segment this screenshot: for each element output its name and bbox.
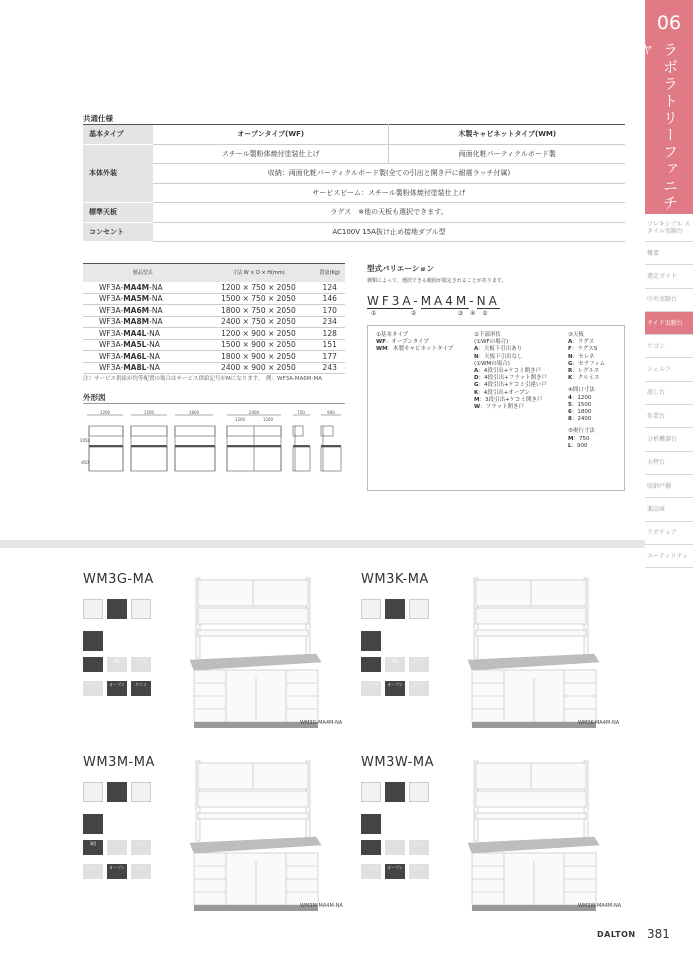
table-row [83, 362, 345, 374]
model-code-prefix: WF3A- [99, 340, 124, 350]
model-code [83, 282, 202, 294]
option-code: A [474, 368, 479, 375]
model-code-main: MA8L [123, 363, 147, 373]
option-code: D [474, 375, 479, 382]
option-heading: ④間口寸法 [568, 387, 595, 394]
spec-title: 共通仕様 [83, 114, 113, 123]
model-code-suffix: -NA [146, 340, 160, 350]
chapter-header [635, 0, 693, 214]
variant-icon-label: オープン [387, 682, 403, 687]
variant-icon [385, 840, 405, 855]
option-code: F [568, 346, 572, 353]
variant-icon-label: フラット [85, 865, 101, 870]
frame-type-icon [107, 782, 127, 802]
model-code [83, 328, 202, 340]
model-weight: 170 [314, 305, 345, 317]
option-code: M [474, 396, 480, 403]
variant-icon [83, 681, 103, 696]
variant-icon [361, 840, 381, 855]
model-code-suffix: -NA [146, 328, 160, 338]
outline-title: 外形図 [83, 393, 106, 402]
frame-type-icon [83, 599, 103, 619]
frame-type-icon [83, 782, 103, 802]
variant-icon [361, 681, 381, 696]
model-code-main: MA6M [123, 305, 150, 315]
option-line [568, 416, 605, 423]
sidebar-item[interactable]: 中央実験台 [645, 289, 693, 312]
sidebar-item[interactable]: ワゴン [645, 335, 693, 358]
dim-label: 1200 [234, 417, 246, 422]
product-illustration [188, 761, 323, 911]
dim-label: 2400 [248, 410, 260, 415]
product-name: WM3W-MA [361, 755, 434, 770]
variant-icon-label: ケコミ [413, 658, 425, 663]
product-illustration [466, 578, 601, 728]
option-line [376, 346, 453, 353]
option-text: ：木製キャビネットタイプ [387, 346, 454, 353]
model-weight: 151 [314, 339, 345, 351]
model-weight: 146 [314, 293, 345, 305]
option-code: WM [376, 346, 388, 353]
option-code: 8 [568, 416, 572, 423]
option-code: A [568, 339, 573, 346]
model-code-suffix: -NA [149, 282, 163, 292]
model-header-size: 寸法 W × D × H(mm) [202, 264, 314, 282]
product-name: WM3K-MA [361, 572, 429, 587]
option-text: ：1500 [571, 401, 592, 408]
option-text: ：レグルス [572, 368, 600, 375]
model-size: 1800 × 900 × 2050 [202, 351, 314, 363]
variant-icon [83, 840, 103, 855]
product-name: WM3M-MA [83, 755, 155, 770]
option-line [568, 361, 605, 368]
variant-icon-label: ケコミ [135, 658, 147, 663]
variant-icon [107, 840, 127, 855]
option-line [474, 390, 547, 397]
variant-icon-label: ケコミ [135, 841, 147, 846]
product-illustration [466, 761, 601, 911]
product-name: WM3G-MA [83, 572, 154, 587]
model-weight: 128 [314, 328, 345, 340]
model-code [83, 339, 202, 351]
variant-icon [385, 864, 405, 879]
model-code-main: MA4M [123, 282, 150, 292]
option-code: M [568, 435, 574, 442]
sidebar-item[interactable]: シェルフ [645, 358, 693, 381]
code-part-suffix: NA [476, 294, 500, 308]
variant-icon [409, 657, 429, 672]
model-code-prefix: WF3A- [99, 351, 124, 361]
model-header-weight: 質量(Kg) [314, 264, 345, 282]
option-heading: ②下部形状 [474, 332, 501, 338]
frame-type-icon [409, 782, 429, 802]
model-code-prefix: WF3A- [99, 294, 124, 304]
variation-title: 型式バリエーション [367, 264, 435, 273]
spec-header-open: オープンタイプ(WF) [153, 125, 389, 145]
variation-box [367, 325, 625, 491]
divider [83, 403, 345, 404]
outline-drawings [79, 410, 345, 487]
variant-icon [409, 864, 429, 879]
sidebar-item[interactable]: ラボチェア [645, 522, 693, 545]
dim-label: 1200 [99, 410, 111, 415]
table-row [83, 282, 345, 294]
model-size: 2400 × 900 × 2050 [202, 362, 314, 374]
option-text: (①WFの場合) [474, 339, 509, 346]
option-line [474, 382, 547, 389]
chapter-title: ラボラトリーファニチャー [635, 42, 679, 212]
variant-icon [107, 681, 127, 696]
dim-label: 1500 [143, 410, 155, 415]
sidebar-item[interactable]: 収納戸棚 [645, 475, 693, 498]
option-text: ：天板下引出なし [478, 353, 523, 360]
model-size: 1500 × 750 × 2050 [202, 293, 314, 305]
model-size: 1200 × 750 × 2050 [202, 282, 314, 294]
model-code-main: MA6L [123, 351, 147, 361]
chapter-sidebar [635, 0, 693, 960]
spec-table [83, 124, 625, 242]
model-code [83, 305, 202, 317]
top-shelf-icon [83, 631, 103, 651]
table-row [83, 316, 345, 328]
option-line [568, 354, 605, 361]
option-heading: ③天板 [568, 332, 584, 338]
option-code: 4 [568, 394, 572, 401]
model-code-suffix: -NA [149, 294, 163, 304]
sidebar-item[interactable]: 作業台 [645, 405, 693, 428]
option-text: ：フラット開き戸 [480, 404, 524, 411]
variant-icon-label: ケコミ [413, 841, 425, 846]
option-line [474, 346, 547, 353]
variant-icon [361, 864, 381, 879]
variant-icon [409, 840, 429, 855]
table-row [83, 339, 345, 351]
product-code: WM3K-MA4M-NA [578, 720, 620, 726]
table-row [83, 328, 345, 340]
variant-icon [361, 657, 381, 672]
variant-icon [83, 864, 103, 879]
model-code-prefix: WF3A- [99, 317, 124, 327]
option-line [568, 375, 605, 382]
model-code-suffix: -NA [149, 305, 163, 315]
option-code: G [568, 360, 573, 367]
option-text: ：3段引出+ケコミ開き戸 [479, 396, 543, 403]
model-size: 1800 × 750 × 2050 [202, 305, 314, 317]
option-text: ：天板下引出あり [478, 346, 523, 353]
option-text: ：セレネ [572, 353, 595, 360]
variant-icon-label: オープン [109, 865, 125, 870]
spec-body-storage: 収納：両面化粧パーティクルボード製(全ての引出と開き戸に耐震ラッチ付属) [153, 164, 625, 184]
option-text: ：2400 [571, 416, 592, 423]
model-size: 1200 × 900 × 2050 [202, 328, 314, 340]
model-code-suffix: -NA [149, 317, 163, 327]
option-code: 6 [568, 409, 572, 416]
frame-type-icon [385, 782, 405, 802]
model-size: 2400 × 750 × 2050 [202, 316, 314, 328]
variant-icon [131, 657, 151, 672]
variant-icon-label: ケコミ [135, 865, 147, 870]
option-line [474, 397, 547, 404]
variant-icon-label: 3段 [89, 841, 97, 846]
code-part-body: MA4M [420, 294, 470, 308]
option-text: ：1200 [571, 394, 592, 401]
product-code: WM3M-MA4M-NA [300, 903, 343, 909]
sidebar-item[interactable]: 薬品庫 [645, 498, 693, 521]
option-heading: ①基本タイプ [376, 332, 409, 338]
option-text: ：4段引出+フラット開き戸 [478, 375, 548, 382]
model-code-main: MA5L [123, 340, 147, 350]
spec-label-basic-type: 基本タイプ [83, 125, 153, 145]
option-text: ：1800 [571, 409, 592, 416]
frame-type-icon [361, 782, 381, 802]
top-shelf-icon [361, 814, 381, 834]
option-code: K [474, 389, 479, 396]
model-code-prefix: WF3A- [99, 363, 124, 373]
sidebar-item[interactable]: サイド実験台 [645, 312, 693, 335]
model-code-prefix: WF3A- [99, 282, 124, 292]
spec-top-value: ラグス ※他の天板も選択できます。 [153, 203, 625, 223]
variant-icon-label: オープン [387, 865, 403, 870]
spec-label-body: 本体外装 [83, 144, 153, 203]
option-text: ：4段引出+ケコミ引違い戸 [478, 382, 547, 389]
table-row [83, 351, 345, 363]
model-code-main: MA4L [123, 328, 147, 338]
option-line [474, 404, 547, 411]
option-code: A [474, 346, 479, 353]
option-line [474, 361, 547, 368]
variant-icon-label: 4段 [391, 658, 399, 663]
option-text: ：クルミス [572, 375, 600, 382]
spec-body-beam: サービスビーム：スチール製粉体焼付塗装仕上げ [153, 183, 625, 203]
option-text: ：4段引出+ケコミ開き戸 [478, 368, 542, 375]
option-text: ：750 [573, 435, 590, 442]
option-code: 5 [568, 401, 572, 408]
variant-icon-label: ケコミ [135, 682, 147, 687]
dim-label: 2050 [79, 438, 91, 443]
variant-icon-label: フラット [363, 682, 379, 687]
option-line [568, 443, 605, 450]
table-row [83, 305, 345, 317]
dim-label: 850 [81, 460, 89, 465]
option-code: N [474, 353, 479, 360]
spec-header-wood: 木製キャビネットタイプ(WM) [389, 125, 625, 145]
option-text: ：ラグス [572, 339, 595, 346]
variant-icon-label: フラット [85, 682, 101, 687]
top-shelf-icon [361, 631, 381, 651]
option-text: (①WMの場合) [474, 360, 510, 367]
variant-icon-label: ケコミ [413, 682, 425, 687]
model-size: 1500 × 900 × 2050 [202, 339, 314, 351]
sidebar-item[interactable]: 概要 [645, 242, 693, 265]
option-line [568, 436, 605, 443]
dim-label: 1200 [262, 417, 274, 422]
table-row [83, 293, 345, 305]
variant-icon-label: オープン [109, 682, 125, 687]
model-note: 注）サービス供給が均等配置の場合はサービス供給記号がMになります。 例：WF3A-MA6M-MA [83, 376, 323, 382]
model-code [83, 351, 202, 363]
option-line [568, 346, 605, 353]
top-shelf-icon [83, 814, 103, 834]
variant-icon-label: ケコミ [413, 865, 425, 870]
model-table [83, 263, 345, 374]
option-line [568, 409, 605, 416]
option-top-size [568, 332, 605, 450]
frame-type-icon [409, 599, 429, 619]
brand-logo: DALTON [597, 930, 636, 939]
model-code-main: MA8M [123, 317, 150, 327]
frame-type-icon [131, 599, 151, 619]
variant-icon [131, 840, 151, 855]
option-line [568, 402, 605, 409]
dim-label: 750 [297, 410, 305, 415]
sidebar-item[interactable]: 天秤台 [645, 452, 693, 475]
frame-type-icon [385, 599, 405, 619]
option-text: ：オープンタイプ [385, 339, 429, 346]
model-weight: 234 [314, 316, 345, 328]
code-numbers: ① ② ③ ④ ⑤ [371, 310, 488, 317]
chapter-number: 06 [656, 12, 682, 34]
option-code: R [568, 368, 573, 375]
model-weight: 243 [314, 362, 345, 374]
model-code-suffix: -NA [146, 351, 160, 361]
model-code [83, 316, 202, 328]
model-code-suffix: -NA [146, 363, 160, 373]
chapter-menu [645, 214, 693, 568]
option-code: L [568, 442, 572, 449]
spec-label-top: 標準天板 [83, 203, 153, 223]
sidebar-item[interactable]: ユーティリティ [645, 545, 693, 568]
option-text: ：セラフィム [572, 360, 606, 367]
product-code: WM3W-MA4M-NA [578, 903, 622, 909]
option-text: ：900 [571, 442, 588, 449]
model-code-breakdown: WF3A-MA4M-NA [367, 294, 500, 308]
code-part-type: WF3A [367, 294, 414, 308]
frame-type-icon [131, 782, 151, 802]
option-code: N [568, 353, 573, 360]
option-code: W [474, 404, 481, 411]
section-band [0, 540, 645, 548]
model-weight: 177 [314, 351, 345, 363]
variant-icon [385, 681, 405, 696]
product-code: WM3G-MA4M-NA [300, 720, 343, 726]
option-text: ：4段引出+オープン [478, 389, 530, 396]
sidebar-item[interactable]: 流し台 [645, 382, 693, 405]
sidebar-item[interactable]: フレキシブル スタイル実験台 [645, 214, 693, 242]
option-lower-shape [474, 332, 547, 411]
option-basic-type [376, 332, 453, 354]
variant-icon-label: 4段 [113, 658, 121, 663]
variant-icon [131, 681, 151, 696]
option-code: WF [376, 339, 386, 346]
option-code: G [474, 382, 479, 389]
sidebar-item[interactable]: 分析機器台 [645, 428, 693, 451]
variation-desc: 種類によって、選択できる範囲が限定されることがあります。 [367, 278, 507, 284]
variant-icon [131, 864, 151, 879]
model-code-main: MA5M [123, 294, 150, 304]
frame-type-icon [107, 599, 127, 619]
dim-label: 1800 [188, 410, 200, 415]
model-code [83, 293, 202, 305]
spec-label-outlet: コンセント [83, 222, 153, 242]
model-code [83, 362, 202, 374]
option-heading: ⑤奥行寸法 [568, 428, 595, 435]
model-weight: 124 [314, 282, 345, 294]
variant-icon [409, 681, 429, 696]
frame-type-icon [361, 599, 381, 619]
page-number: 381 [647, 927, 670, 941]
dim-label: 900 [327, 410, 335, 415]
model-header-code: 製品型式 [83, 264, 202, 282]
spec-body-wood: 両面化粧パーティクルボード製 [389, 144, 625, 164]
model-code-prefix: WF3A- [99, 328, 124, 338]
option-line [474, 354, 547, 361]
option-line [568, 395, 605, 402]
option-text: ：ラグスS [571, 346, 598, 353]
option-code: K [568, 375, 573, 382]
variant-icon [83, 657, 103, 672]
sidebar-item[interactable]: 選定ガイド [645, 265, 693, 288]
variant-icon [107, 657, 127, 672]
spec-body-open: スチール製粉体焼付塗装仕上げ [153, 144, 389, 164]
spec-outlet-value: AC100V 15A抜け止め接地ダブル型 [153, 222, 625, 242]
product-illustration [188, 578, 323, 728]
variant-icon-label: フラット [363, 865, 379, 870]
variant-icon [385, 657, 405, 672]
variant-icon [107, 864, 127, 879]
model-code-prefix: WF3A- [99, 305, 124, 315]
